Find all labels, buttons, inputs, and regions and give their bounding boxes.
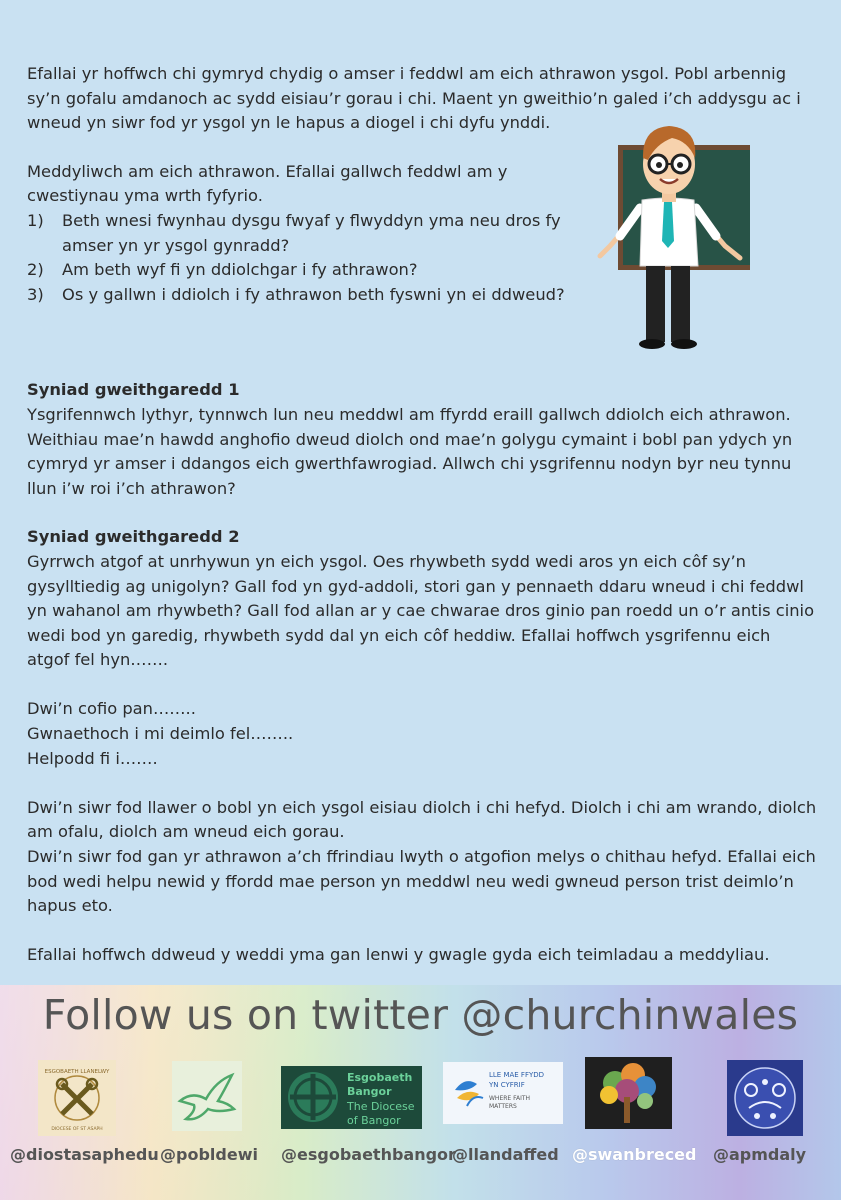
question-number: 3) [27, 284, 44, 304]
monmouth-logo [727, 1060, 803, 1136]
question-number: 2) [27, 260, 44, 280]
st-davids-dove-logo [172, 1061, 242, 1131]
handle-esgobaethbangor[interactable]: @esgobaethbangor [281, 1145, 456, 1164]
activity-2-heading: Syniad gweithgaredd 2 [27, 527, 240, 547]
closing-paragraph-1: Dwi’n siwr fod llawer o bobl yn eich ysgol eisiau diolch i chi hefyd. Diolch i chi am wrando, diolch am ofalu, diolch am wneud eich gorau. [27, 797, 817, 842]
activity-1-body: Ysgrifennwch lythyr, tynnwch lun neu meddwl am ffyrdd eraill gallwch ddiolch eich athrawon. Weithiau mae’n hawdd anghofio dweud diolch ond mae’n golygu cymaint i bobl pan ydych yn cymryd yr amser i ddangos eich gwerthfawrogiad. Allwch chi ysgrifennu nodyn byr neu tynnu llun i’w roi i’ch athrawon? [27, 404, 793, 498]
question-text: Am beth wyf fi yn ddiolchgar i fy athrawon? [62, 260, 418, 280]
question-item [27, 258, 592, 283]
question-item [27, 283, 592, 308]
teacher-illustration [590, 116, 750, 356]
bangor-logo [281, 1066, 422, 1129]
handle-apmdaly[interactable]: @apmdaly [713, 1145, 807, 1164]
activity-1-heading: Syniad gweithgaredd 1 [27, 380, 240, 400]
activity-2-body: Gyrrwch atgof at unrhywun yn eich ysgol. Oes rhywbeth sydd wedi aros yn eich côf sy’n gysylltiedig ag unigolyn? Gall fod yn gyd-addoli, stori gan y pennaeth ddaru wneud i chi feddwl yn wahanol am rhywbeth? Gall fod allan ar y cae chwarae dros ginio pan roedd un o’r antis cinio wedi bod yn garedig, rhywbeth sydd dal yn eich côf heddiw. Efallai hoffwch ysgrifennu eich atgof fel hyn……. [27, 551, 815, 670]
handle-pobldewi[interactable]: @pobldewi [160, 1145, 258, 1164]
prompt-line: Gwnaethoch i mi deimlo fel…….. [27, 724, 294, 744]
question-text: Beth wnesi fwynhau dysgu fwyaf y flwyddyn yma neu dros fy amser yn yr ysgol gynradd? [62, 210, 561, 255]
llandaff-logo [443, 1062, 563, 1124]
twitter-follow-text: Follow us on twitter @churchinwales [42, 991, 799, 1039]
closing-paragraph-2: Dwi’n siwr fod gan yr athrawon a’ch ffrindiau lwyth o atgofion melys o chithau hefyd. Efallai eich bod wedi helpu newid y ffordd mae person yn meddwl neu wedi gwneud person trist deimlo’n hapus eto. [27, 847, 816, 916]
handle-diostasaphedu[interactable]: @diostasaphedu [10, 1145, 159, 1164]
bangor-line4: of Bangor [347, 1114, 401, 1127]
question-text: Os y gallwn i ddiolch i fy athrawon beth fyswni yn ei ddweud? [62, 284, 565, 304]
swansea-brecon-tree-logo [585, 1057, 672, 1129]
llandaff-line1: LLE MAE FFYDD [489, 1071, 545, 1079]
llandaff-line3: WHERE FAITH [489, 1095, 531, 1102]
question-item [27, 209, 592, 258]
prompt-line: Dwi’n cofio pan…….. [27, 699, 196, 719]
prompt-line: Helpodd fi i……. [27, 748, 158, 768]
question-number: 1) [27, 210, 44, 230]
st-asaph-ring-text: ESGOBAETH LLANELWY [44, 1069, 110, 1075]
bangor-line1: Esgobaeth [347, 1071, 413, 1084]
handle-swanbreced[interactable]: @swanbreced [572, 1145, 697, 1164]
st-asaph-logo [38, 1060, 116, 1136]
footer-banner [0, 985, 841, 1200]
closing-paragraph-3: Efallai hoffwch ddweud y weddi yma gan lenwi y gwagle gyda eich teimladau a meddyliau. [27, 945, 770, 965]
bangor-line2: Bangor [347, 1085, 392, 1098]
llandaff-line4: MATTERS [489, 1103, 517, 1110]
intro-paragraph: Efallai yr hoffwch chi gymryd chydig o amser i feddwl am eich athrawon ysgol. Pobl arbennig sy’n gofalu amdanoch ac sydd eisiau’r gorau i chi. Maent yn gweithio’n galed i’ch addysgu ac i wneud yn siwr fod yr ysgol yn le hapus a diogel i chi dyfu ynddi. [27, 64, 801, 133]
reflection-intro: Meddyliwch am eich athrawon. Efallai gallwch feddwl am y cwestiynau yma wrth fyfyrio. [27, 161, 508, 206]
reflection-questions [27, 209, 592, 307]
llandaff-line2: YN CYFRIF [489, 1081, 525, 1089]
st-asaph-bottom-text: DIOCESE OF ST ASAPH [51, 1127, 103, 1132]
bangor-line3: The Diocese [347, 1100, 415, 1113]
handle-llandaffed[interactable]: @llandaffed [452, 1145, 559, 1164]
